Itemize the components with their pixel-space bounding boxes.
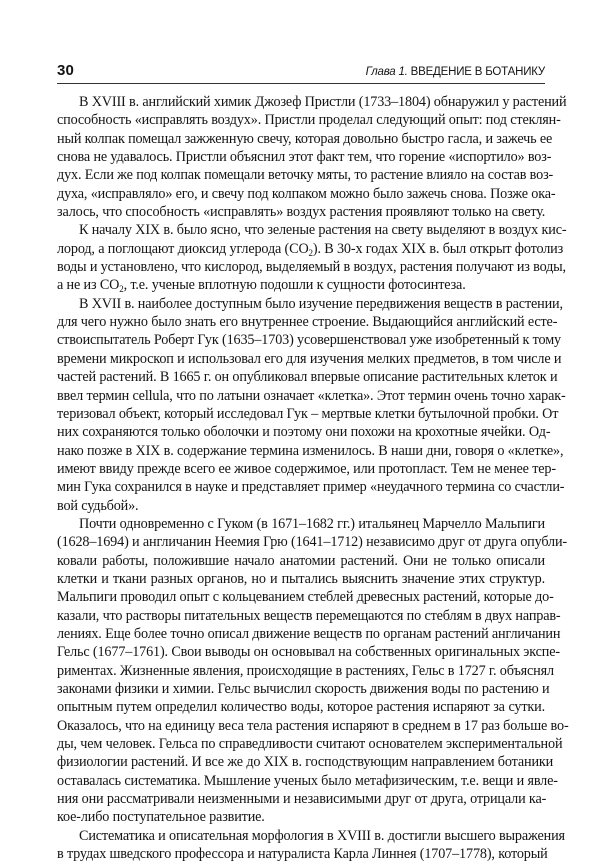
body-text <box>57 93 569 863</box>
paragraph <box>57 221 567 295</box>
header-rule <box>57 83 545 84</box>
text-line: законами физики и химии. Гельс вычислил скорость движения воды по растению и <box>57 681 550 697</box>
text-line: В XVII в. наиболее доступным было изучение передвижения веществ в растении, <box>79 295 563 312</box>
text-line: теризовал объект, который исследовал Гук – мертвые клетки бутылочной пробки. От <box>57 405 559 422</box>
chapter-header <box>366 64 545 80</box>
text-line: физиологии растений. И все же до XIX в. господствующим направлением ботаники <box>57 754 554 771</box>
text-line: нако позже в XIX в. содержание термина изменилось. В наши дни, говоря о «клетке», <box>57 442 564 459</box>
text-line: мин Гука сохранился в науке и представляет пример «неудачного термина со счастли- <box>57 479 565 496</box>
text-line: имеют ввиду прежде всего ее живое содержимое, или протопласт. Тем не менее тер- <box>57 460 556 477</box>
text-line: риментах. Жизненные явления, происходящие в растениях, Гельс в 1727 г. объяснял <box>57 662 554 679</box>
book-page <box>57 60 569 863</box>
text-line: К началу XIX в. было ясно, что зеленые растения на свету выделяют в воздух кис- <box>79 222 567 239</box>
text-line: лород, а поглощают диоксид углерода $(CO_2)$. В 30-х годах XIX в. был открыт фотолиз <box>57 240 564 258</box>
text-line: Систематика и описательная морфология в XVIII в. достигли высшего выражения <box>79 827 565 844</box>
text-line: Мальпиги проводил опыт с кольцеванием стеблей древесных растений, которые до- <box>57 589 554 606</box>
text-line: Почти одновременно с Гуком (в 1671–1682 гг.) итальянец Марчелло Мальпиги <box>79 515 545 532</box>
text-line: оставалась систематика. Мышление ученых было метафизическим, т.е. вещи и явле- <box>57 772 558 789</box>
text-line: В XVIII в. английский химик Джозеф Пристли (1733–1804) обнаружил у растений <box>79 94 567 110</box>
text-line: залось, что способность «исправлять» воздух растения проявляют только на свету. <box>57 204 546 221</box>
text-line: способность «исправлять воздух». Пристли проделал следующий опыт: под стеклян- <box>57 112 561 129</box>
text-line: (1628–1694) и англичанин Неемия Грю (1641–1712) независимо друг от друга опубли- <box>57 534 568 551</box>
text-line: Гельс (1677–1761). Свои выводы он основывал на собственных оригинальных экспе- <box>57 644 560 661</box>
chapter-label: Глава 1. <box>365 66 408 78</box>
running-header <box>57 60 545 80</box>
text-line: лениях. Еще более точно описал движение веществ по органам растений англичанин <box>57 625 561 642</box>
text-line: воды и установлено, что кислород, выделяемый в воздух, растения получают из воды, <box>57 259 566 276</box>
chapter-title: ВВЕДЕНИЕ В БОТАНИКУ <box>410 66 545 78</box>
text-line: Оказалось, что на единицу веса тела растения испаряют в среднем в 17 раз больше во- <box>57 717 569 734</box>
text-line: в трудах шведского профессора и натуралиста Карла Линнея (1707–1778), который <box>57 846 548 863</box>
text-line: духа, «исправляло» его, и свечу под колпаком можно было зажечь снова. Позже ока- <box>57 185 556 202</box>
paragraph <box>57 827 565 863</box>
text-line: клетки и ткани разных органов, но и пытались выяснить значение этих структур. <box>57 570 545 587</box>
text-line: ствоиспытатель Роберт Гук (1635–1703) усовершенствовал уже изобретенный к тому <box>57 332 561 349</box>
paragraph <box>57 515 569 827</box>
paragraph <box>57 295 566 515</box>
text-line: дух. Если же под колпак помещали веточку мяты, то растение влияло на состав воз- <box>57 167 554 184</box>
text-line: вой судьбой». <box>57 497 139 514</box>
text-line: ды, чем человек. Гельса по справедливости считают основателем экспериментальной <box>57 736 563 753</box>
text-line: казали, что растворы питательных веществ перемещаются по стеблям в двух направ- <box>57 607 561 624</box>
text-line: времени микроскоп и использовал его для изучения мелких предметов, в том числе и <box>57 350 562 367</box>
text-line: для чего нужно было знать его внутреннее строение. Выдающийся английский есте- <box>57 314 558 331</box>
paragraph <box>57 93 567 221</box>
text-line: а не из $CO_2$, т.е. ученые вплотную подошли к сущности фотосинтеза. <box>57 277 466 295</box>
text-line: них сохраняются только оболочки и поэтому они похожи на крохотные ячейки. Од- <box>57 424 551 441</box>
text-line: ковали работы, положившие начало анатомии растений. Они не только описали <box>57 552 545 569</box>
text-line: ный колпак помещал зажженную свечу, которая довольно быстро гасла, и зажечь ее <box>57 130 553 147</box>
text-line: кое-либо поступательное развитие. <box>57 809 265 826</box>
text-line: ния они рассматривали неизменными и независимыми друг от друга, отрицали ка- <box>57 791 547 808</box>
text-line: частей растений. В 1665 г. он опубликовал впервые описание растительных клеток и <box>57 369 558 386</box>
text-line: опытным путем определил количество воды, которое растения испаряют за сутки. <box>57 699 545 716</box>
text-line: ввел термин cellula, что по латыни означает «клетка». Этот термин очень точно харак- <box>57 387 566 404</box>
text-line: снова не удавалось. Пристли объяснил этот факт тем, что горение «испортило» воз- <box>57 149 552 166</box>
page-number: 30 <box>57 62 75 79</box>
